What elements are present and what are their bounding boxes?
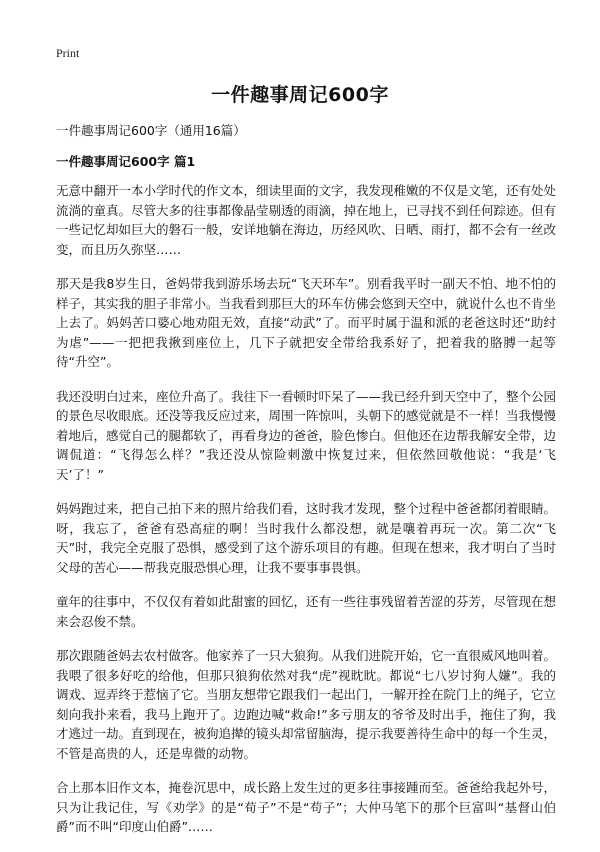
- paragraph-6: 那次跟随爸妈去农村做客。他家养了一只大狼狗。从我们进院开始，它一直很威风地叫着。我喂了很多好吃的给他，但那只狼狗依然对我“虎”视眈眈。都说“七八岁讨狗人嫌”。我的调戏、逗弄终于惹恼了它。当朋友想带它跟我们一起出门，一解开拴在院门上的绳子，它立刻向我扑来看，我马上跑开了。边跑边喊“救命!”多亏朋友的爷爷及时出手，拖住了狗，我才逃过一劫。直到现在，被狗追撵的镜头却常留脑海，提示我要善待生命中的每一个生灵，不管是高贵的人，还是卑微的动物。: [56, 648, 557, 761]
- paragraph-3: 我还没明白过来，座位升高了。我往下一看顿时吓呆了——我已经升到天空中了，整个公园的景色尽收眼底。还没等我反应过来，周围一阵惊叫，头朝下的感觉就是不一样！当我慢慢着地后，感觉自己的腿都软了，再看身边的爸爸，脸色惨白。但他还在边帮我解安全带，边调侃道：“飞得怎么样？”我还没从惊险刺激中恢复过来，但依然回敬他说：“我是‘飞天’了！”: [56, 388, 557, 482]
- paragraph-1: 无意中翻开一本小学时代的作文本，细读里面的文字，我发现稚嫩的不仅是文笔，还有处处流淌的童真。尽管大多的往事都像晶莹剔透的雨滴，掉在地上，已寻找不到任何踪迹。但有一些记忆却如巨大的磐石一般，安详地躺在海边，历经风吹、日晒、雨打，都不会有一丝改变，而且历久弥坚……: [56, 183, 557, 257]
- print-link[interactable]: Print: [56, 46, 80, 60]
- document-subtitle: 一件趣事周记600字（通用16篇）: [56, 123, 246, 138]
- section-heading: 一件趣事周记600字 篇1: [56, 154, 196, 169]
- paragraph-7: 合上那本旧作文本，掩卷沉思中，成长路上发生过的更多往事接踵而至。爸爸给我起外号，只为让我记住，写《劝学》的是“荀子”不是“苟子”；大仲马笔下的那个巨富叫“基督山伯爵”而不叫“印度山伯爵”……: [56, 780, 557, 834]
- paragraph-5: 童年的往事中，不仅仅有着如此甜蜜的回忆，还有一些往事残留着苦涩的芬芳，尽管现在想来会忍俊不禁。: [56, 594, 557, 629]
- paragraph-4: 妈妈跑过来，把自己拍下来的照片给我们看，这时我才发现，整个过程中爸爸都闭着眼睛。呀，我忘了，爸爸有恐高症的啊！当时我什么都没想，就是嚷着再玩一次。第二次“飞天”时，我完全克服了恐惧，感受到了这个游乐项目的有趣。但现在想来，我才明白了当时父母的苦心——帮我克服恐惧心理，让我不要事事畏惧。: [56, 501, 557, 575]
- page-title: 一件趣事周记600字: [211, 84, 389, 106]
- paragraph-2: 那天是我8岁生日，爸妈带我到游乐场去玩“飞天环车”。别看我平时一副天不怕、地不怕的样子，其实我的胆子非常小。当我看到那巨大的环车仿佛会悠到天空中，就说什么也不肯坐上去了。妈妈苦口婆心地劝阻无效，直接“动武”了。而平时属于温和派的老爸这时还“助纣为虐”——一把把我揪到座位上，几下子就把安全带给我系好了，把着我的胳膊一起等待“升空”。: [56, 276, 557, 369]
- article-body: [56, 181, 556, 852]
